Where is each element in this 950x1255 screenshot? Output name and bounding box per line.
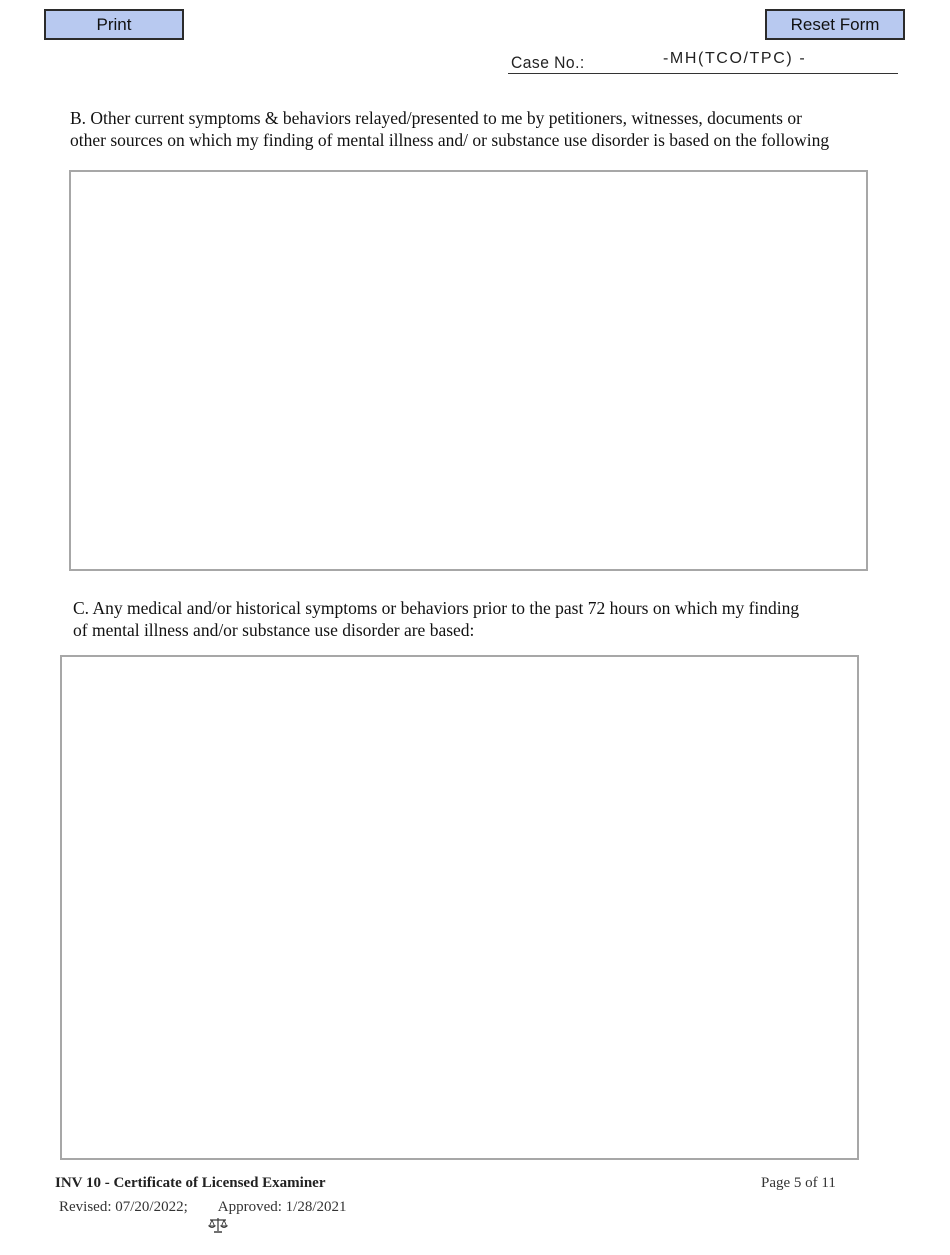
- case-number-field[interactable]: [508, 50, 898, 74]
- reset-form-button[interactable]: Reset Form: [765, 9, 905, 40]
- section-c-textarea[interactable]: [60, 655, 859, 1160]
- section-c-prompt-line1: C. Any medical and/or historical symptoms or behaviors prior to the past 72 hours on which my finding: [73, 598, 800, 618]
- scales-of-justice-icon: [193, 1200, 213, 1216]
- section-c-prompt-line2: of mental illness and/or substance use disorder are based:: [73, 620, 475, 640]
- revision-info: [59, 1199, 347, 1216]
- section-b-prompt-line1: B. Other current symptoms & behaviors relayed/presented to me by petitioners, witnesses, documents or: [70, 108, 802, 128]
- section-b-prompt-line2: other sources on which my finding of mental illness and/ or substance use disorder is based on the following: [70, 130, 830, 150]
- case-number-label: Case No.:: [511, 53, 585, 72]
- section-b-textarea[interactable]: [69, 170, 868, 571]
- case-number-value[interactable]: -MH(TCO/TPC) -: [663, 50, 807, 67]
- section-b-prompt: [70, 107, 900, 151]
- section-c-prompt: [73, 597, 893, 641]
- revised-date: Revised: 07/20/2022;: [59, 1199, 188, 1215]
- approved-date: Approved: 1/28/2021: [217, 1199, 347, 1215]
- form-title: INV 10 - Certificate of Licensed Examiner: [55, 1175, 326, 1191]
- page-number: Page 5 of 11: [761, 1175, 836, 1191]
- print-button[interactable]: Print: [44, 9, 184, 40]
